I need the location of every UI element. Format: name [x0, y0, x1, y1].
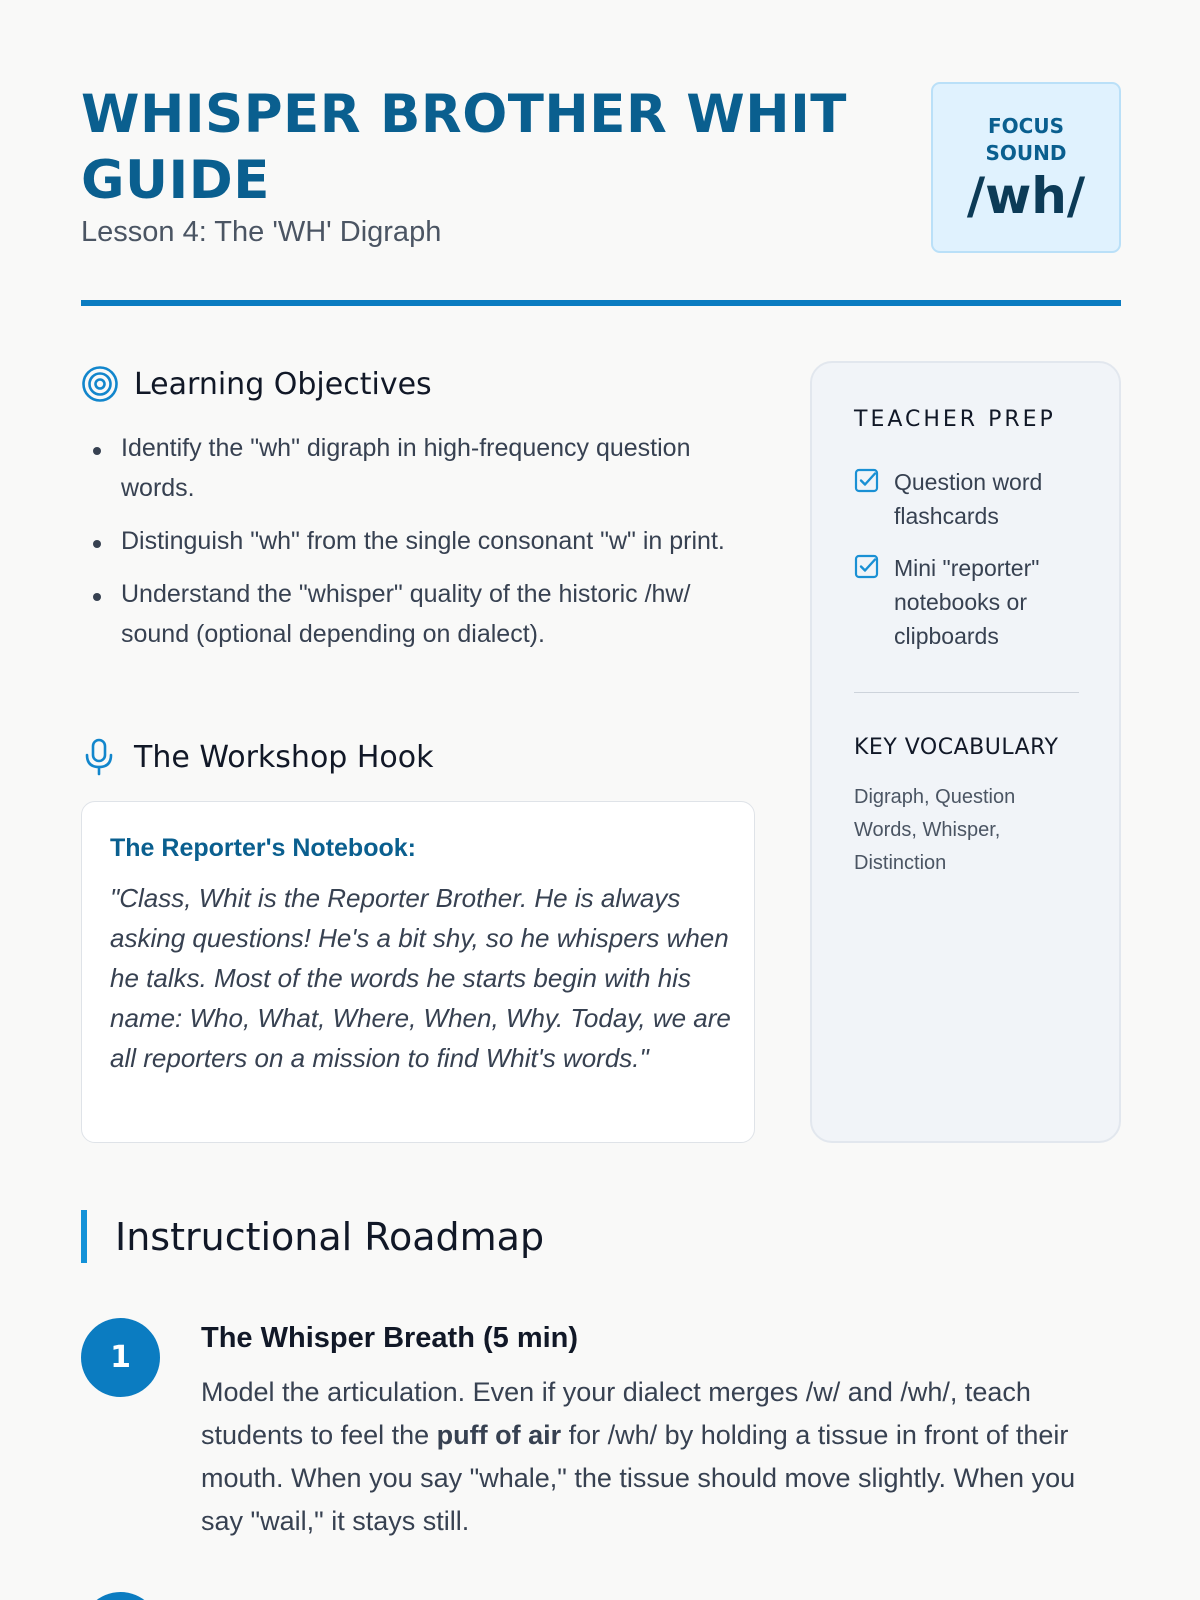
teacher-prep-list [854, 465, 1094, 671]
list-item: Distinguish "wh" from the single consonant "w" in print. [81, 521, 761, 561]
roadmap-accent-bar [81, 1210, 87, 1263]
prep-item-label: Question word flashcards [894, 469, 1043, 529]
focus-label-line2: SOUND [985, 141, 1067, 165]
hook-heading [81, 737, 434, 777]
list-item [854, 551, 1094, 653]
checkbox-checked-icon [854, 468, 879, 493]
hook-card-title: The Reporter's Notebook: [110, 834, 416, 862]
key-vocabulary-title: KEY VOCABULARY [854, 735, 1059, 760]
roadmap-heading [81, 1210, 544, 1263]
focus-label-line1: FOCUS [988, 114, 1064, 138]
focus-sound-label [933, 113, 1119, 167]
objectives-list [81, 428, 761, 667]
key-vocabulary-text: Digraph, Question Words, Whisper, Distinction [854, 786, 1016, 874]
teacher-prep-title: TEACHER PREP [854, 407, 1056, 432]
step-body-text: for /wh/ by holding a tissue in front of their mouth. When you say "whale," the tissue should move slightly. When you say "wail," it stays still. [201, 1420, 1076, 1536]
microphone-icon [81, 737, 121, 777]
hook-quote: "Class, Whit is the Reporter Brother. He is always asking questions! He's a bit shy, so he whispers when he talks. Most of the words he starts begin with his name: Who, What, Where, When, Why. Today, we are all reporters on a mission to find Whit's words." [110, 883, 731, 1073]
list-item: Understand the "whisper" quality of the historic /hw/ sound (optional depending on dialect). [81, 574, 761, 654]
list-item [854, 465, 1094, 533]
page-subtitle: Lesson 4: The 'WH' Digraph [81, 216, 442, 248]
target-icon [81, 364, 121, 404]
hook-heading-text: The Workshop Hook [134, 739, 434, 775]
objectives-heading [81, 364, 432, 404]
teacher-prep-sidebar [810, 361, 1121, 1143]
focus-sound-value: /wh/ [966, 167, 1086, 225]
step-body [201, 1371, 1101, 1543]
roadmap-heading-text: Instructional Roadmap [115, 1214, 545, 1259]
objectives-heading-text: Learning Objectives [134, 366, 432, 402]
step-body-text: Model the articulation. Even if your dialect merges /w/ and /wh/, teach students to feel the [201, 1377, 1031, 1450]
step-number-badge: 1 [81, 1318, 160, 1397]
step-body-emphasis: puff of air [436, 1420, 562, 1450]
checkbox-checked-icon [854, 554, 879, 579]
prep-item-label: Mini "reporter" notebooks or clipboards [894, 555, 1040, 649]
header-divider [81, 300, 1121, 306]
focus-sound-box [931, 82, 1121, 253]
reporter-notebook-card [81, 801, 755, 1143]
page-title: WHISPER BROTHER WHIT GUIDE [81, 84, 847, 211]
sidebar-divider [854, 692, 1079, 693]
guide-header [81, 82, 1121, 302]
list-item: Identify the "wh" digraph in high-frequency question words. [81, 428, 761, 508]
lesson-guide-page [81, 0, 1121, 1600]
step-number-badge-partial [81, 1592, 160, 1600]
step-title: The Whisper Breath (5 min) [201, 1322, 579, 1354]
